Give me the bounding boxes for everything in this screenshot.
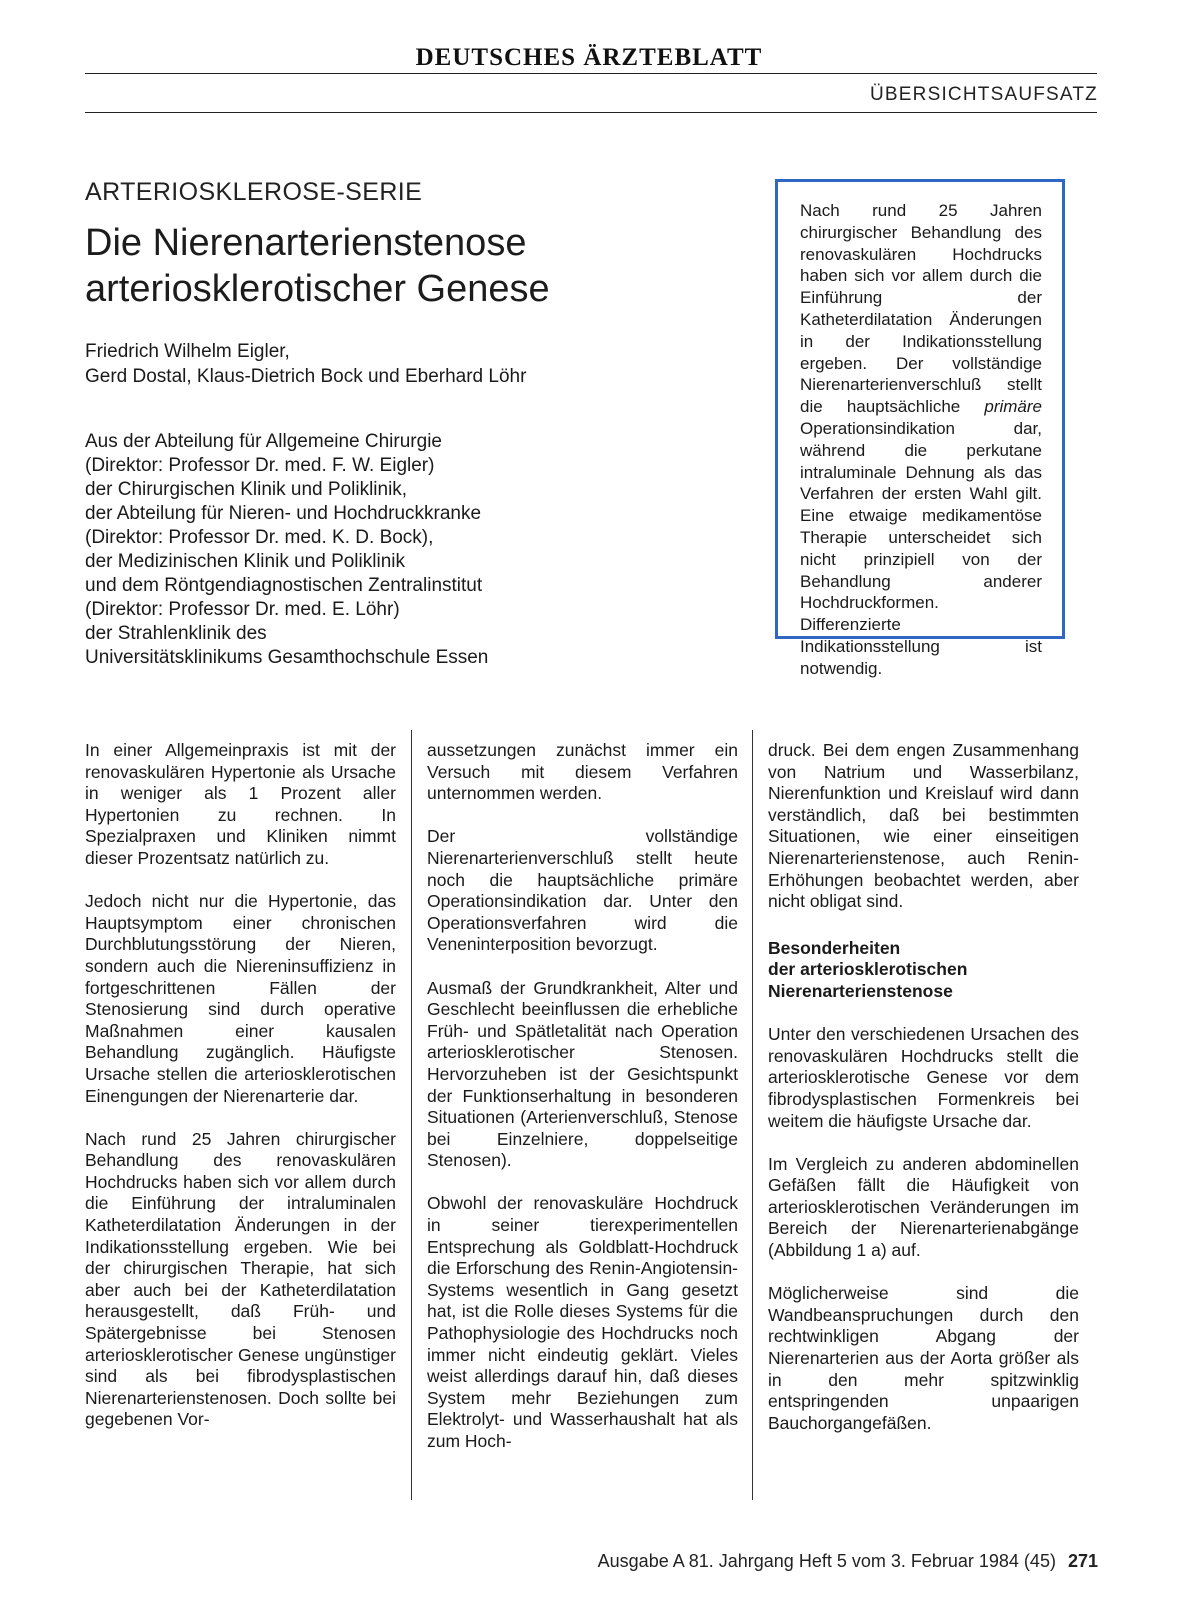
affiliation-line: und dem Röntgendiagnostischen Zentralinstitut — [85, 575, 483, 596]
paragraph: In einer Allgemeinpraxis ist mit der renovaskulären Hypertonie als Ursache in weniger als 1 Prozent aller Hypertonien zu rechnen. In Spezialpraxen und Kliniken nimmt dieser Prozentsatz natürlich zu. — [85, 740, 396, 868]
issue-info: Ausgabe A 81. Jahrgang Heft 5 vom 3. Februar 1984 (45) — [597, 1551, 1056, 1571]
title-line: Die Nierenarterienstenose — [85, 222, 527, 264]
paragraph: Obwohl der renovaskuläre Hochdruck in seiner tierexperimentellen Entsprechung als Goldblatt-Hochdruck die Erforschung des Renin-Angiotensin-Systems wesentlich in Gang gesetzt hat, ist die Rolle dieses Systems für die Pathophysiologie des Hochdrucks noch immer nicht eindeutig geklärt. Vieles weist allerdings darauf hin, daß dieses System mehr Beziehungen zum Elektrolyt- und Wasserhaushalt hat als zum Hoch- — [427, 1193, 738, 1451]
paragraph: druck. Bei dem engen Zusammenhang von Natrium und Wasserbilanz, Nierenfunktion und Kreislauf wird dann verständlich, daß bei bestimmten Situationen, wie einer einseitigen Nierenarterienstenose, auch Renin-Erhöhungen beobachtet werden, aber nicht obligat sind. — [768, 740, 1079, 912]
affiliation — [85, 430, 488, 670]
abstract-emphasis: primäre — [984, 397, 1042, 417]
page-footer — [598, 1551, 1098, 1572]
body-column-3 — [768, 740, 1079, 1456]
affiliation-line: (Direktor: Professor Dr. med. F. W. Eigler) — [85, 455, 435, 476]
column-divider — [411, 730, 412, 1500]
author-line: Friedrich Wilhelm Eigler, — [85, 341, 290, 362]
affiliation-line: Universitätsklinikums Gesamthochschule Essen — [85, 647, 489, 668]
affiliation-line: der Chirurgischen Klinik und Poliklinik, — [85, 479, 408, 500]
journal-name: DEUTSCHES ÄRZTEBLATT — [415, 44, 763, 71]
header-rule-bottom — [85, 112, 1097, 113]
abstract-text: Nach rund 25 Jahren chirurgischer Behandlung des renovaskulären Hochdrucks haben sich vor allem durch die Einführung der Katheterdilatation Änderungen in der Indikationsstellung ergeben. Der vollständige Nierenarterienverschluß stellt die hauptsächliche — [800, 201, 1042, 417]
heading-line: Nierenarterienstenose — [768, 980, 953, 1001]
column-divider — [752, 730, 753, 1500]
author-line: Gerd Dostal, Klaus-Dietrich Bock und Eberhard Löhr — [85, 366, 527, 387]
page-number: 271 — [1067, 1551, 1098, 1571]
abstract-text: Operationsindikation dar, während die perkutane intraluminale Dehnung als das Verfahren der ersten Wahl gilt. Eine etwaige medikamentöse Therapie unterscheidet sich nicht prinzipiell von der Behandlung anderer Hochdruckformen. Differenzierte Indikationsstellung ist notwendig. — [800, 418, 1042, 678]
header-rule-top — [85, 73, 1097, 74]
section-label: ÜBERSICHTSAUFSATZ — [869, 84, 1098, 105]
paragraph: Ausmaß der Grundkrankheit, Alter und Geschlecht beeinflussen die erhebliche Früh- und Spätletalität nach Operation arteriosklerotischer Stenosen. Hervorzuheben ist der Gesichtspunkt der Funktionserhaltung in besonderen Situationen (Arterienverschluß, Stenose bei Einzelniere, doppelseitige Stenosen). — [427, 977, 738, 1171]
paragraph: Der vollständige Nierenarterienverschluß stellt heute noch die hauptsächliche primäre Operationsindikation dar. Unter den Operationsverfahren wird die Veneninterposition bevorzugt. — [427, 826, 738, 955]
affiliation-line: Aus der Abteilung für Allgemeine Chirurgie — [85, 431, 442, 452]
author-list — [85, 339, 526, 389]
affiliation-line: der Medizinischen Klinik und Poliklinik — [85, 551, 405, 572]
section-heading — [768, 938, 1079, 1003]
title-line: arteriosklerotischer Genese — [85, 268, 550, 310]
affiliation-line: (Direktor: Professor Dr. med. K. D. Bock), — [85, 527, 434, 548]
paragraph: Jedoch nicht nur die Hypertonie, das Hauptsymptom einer chronischen Durchblutungsstörung der Nieren, sondern auch die Niereninsuffizienz in fortgeschrittenen Fällen der Stenosierung sind durch operative Maßnahmen einer kausalen Behandlung zugänglich. Häufigste Ursache stellen die arteriosklerotischen Einengungen der Nierenarterie dar. — [85, 891, 396, 1106]
paragraph: Möglicherweise sind die Wandbeanspruchungen durch den rechtwinkligen Abgang der Nierenarterien aus der Aorta größer als in den mehr spitzwinklig entspringenden unpaarigen Bauchorgangefäßen. — [768, 1283, 1079, 1433]
paragraph: Im Vergleich zu anderen abdominellen Gefäßen fällt die Häufigkeit von arteriosklerotischen Veränderungen im Bereich der Nierenarterienabgänge (Abbildung 1 a) auf. — [768, 1153, 1079, 1261]
abstract-box — [775, 179, 1065, 678]
affiliation-line: der Strahlenklinik des — [85, 623, 267, 644]
body-column-1 — [85, 740, 396, 1453]
paragraph: Nach rund 25 Jahren chirurgischer Behandlung des renovaskulären Hochdrucks haben sich vor allem durch die Einführung der intraluminalen Katheterdilatation Änderungen in der Indikationsstellung ergeben. Wie bei der chirurgischen Therapie, hat sich aber auch bei der Katheterdilatation herausgestellt, daß Früh- und Spätergebnisse bei Stenosen arteriosklerotischer Genese ungünstiger sind als bei fibrodysplastischen Nierenarterienstenosen. Doch sollte bei gegebenen Vor- — [85, 1128, 396, 1430]
paragraph: Unter den verschiedenen Ursachen des renovaskulären Hochdrucks stellt die arteriosklerotische Genese vor dem fibrodysplastischen Formenkreis bei weitem die häufigste Ursache dar. — [768, 1024, 1079, 1131]
heading-line: der arteriosklerotischen — [768, 959, 968, 980]
paragraph: aussetzungen zunächst immer ein Versuch mit diesem Verfahren unternommen werden. — [427, 740, 738, 804]
affiliation-line: (Direktor: Professor Dr. med. E. Löhr) — [85, 599, 400, 620]
body-column-2 — [427, 740, 738, 1474]
series-label: ARTERIOSKLEROSE-SERIE — [85, 178, 423, 206]
article-title — [85, 220, 550, 312]
affiliation-line: der Abteilung für Nieren- und Hochdruckkranke — [85, 503, 482, 524]
heading-line: Besonderheiten — [768, 937, 901, 958]
